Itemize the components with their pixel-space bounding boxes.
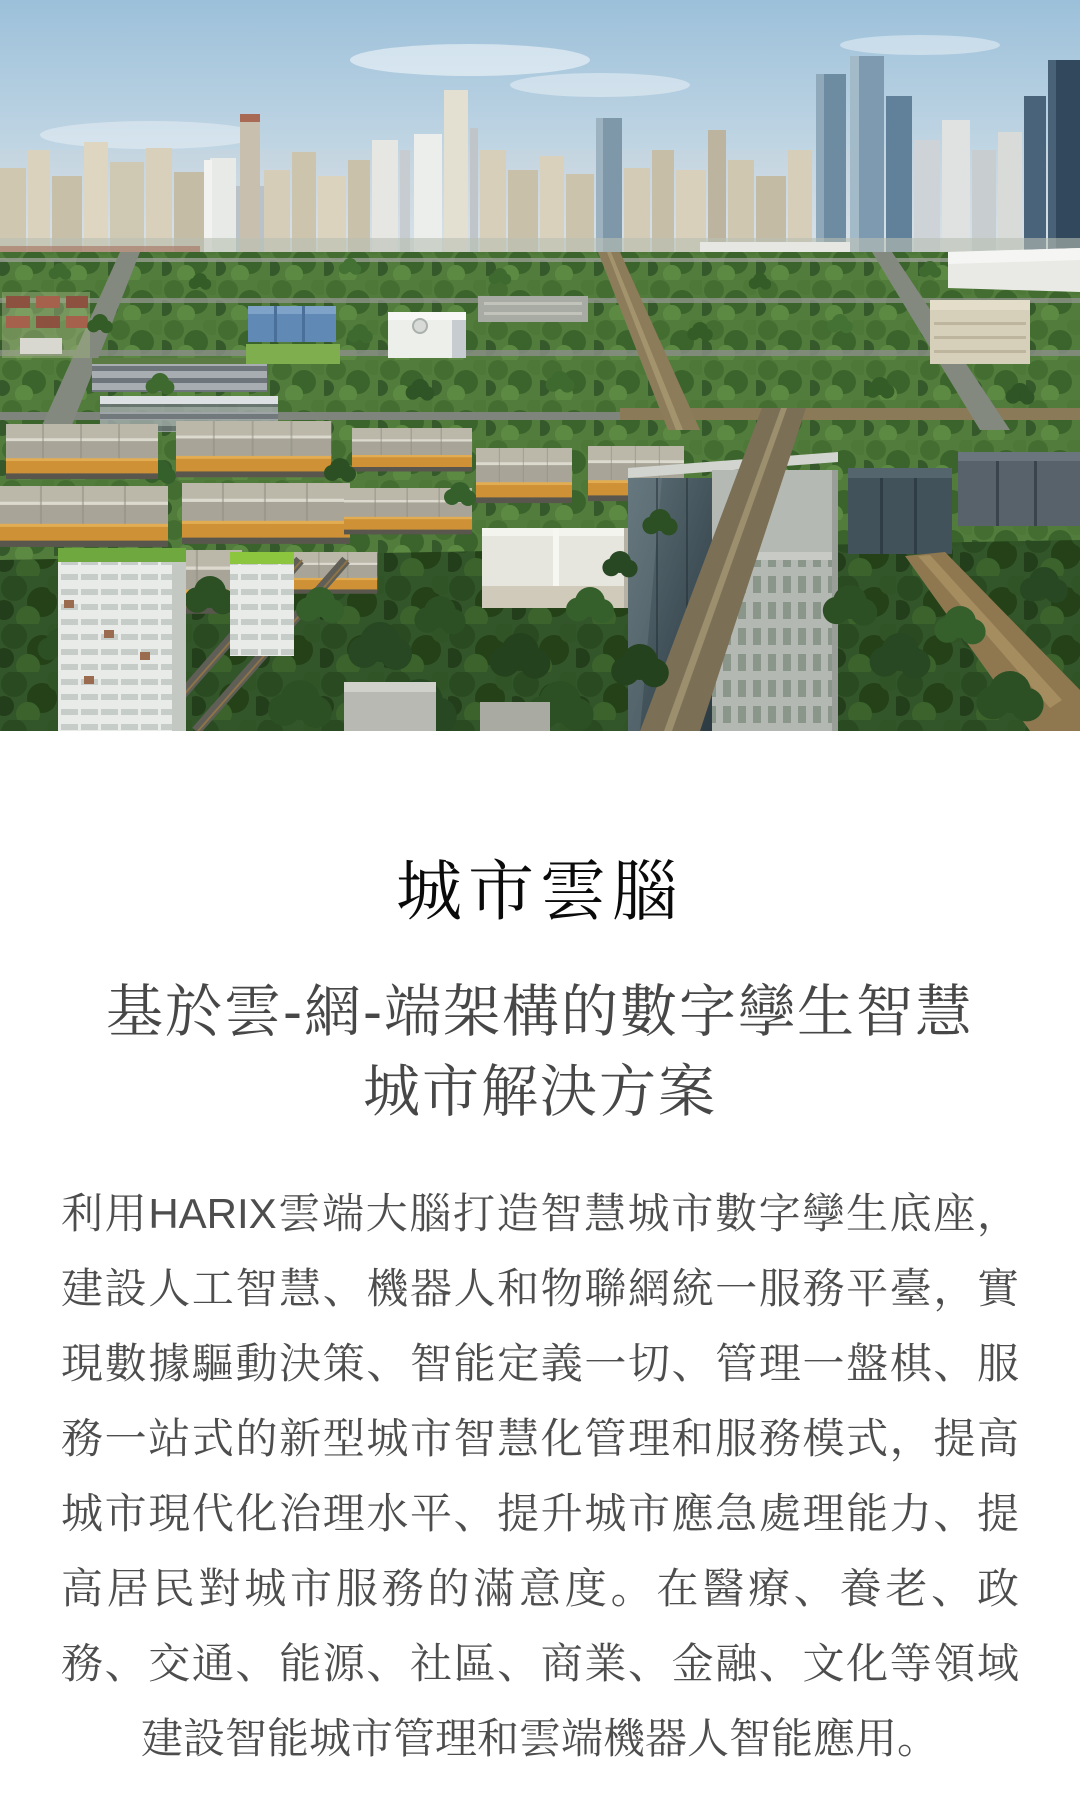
city-cloud-brain-section xyxy=(0,731,1080,1801)
subtitle-line-1: 基於雲-網-端架構的數字孿生智慧 xyxy=(106,980,974,1045)
body-paragraph: 利用HARIX雲端大腦打造智慧城市數字孿生底座，建設人工智慧、機器人和物聯網統一服務平臺，實現數據驅動決策、智能定義一切、管理一盤棋、服務一站式的新型城市智慧化管理和服務模式，提高城市現代化治理水平、提升城市應急處理能力、提高居民對城市服務的滿意度。在醫療、養老、政務、交通、能源、社區、商業、金融、文化等領域建設智能城市管理和雲端機器人智能應用。 xyxy=(61,1190,1019,1763)
subtitle-line-2: 城市解決方案 xyxy=(363,1060,717,1125)
city-aerial-image xyxy=(0,0,1080,731)
page-subtitle xyxy=(61,972,1019,1132)
page-title: 城市雲腦 xyxy=(396,854,684,928)
